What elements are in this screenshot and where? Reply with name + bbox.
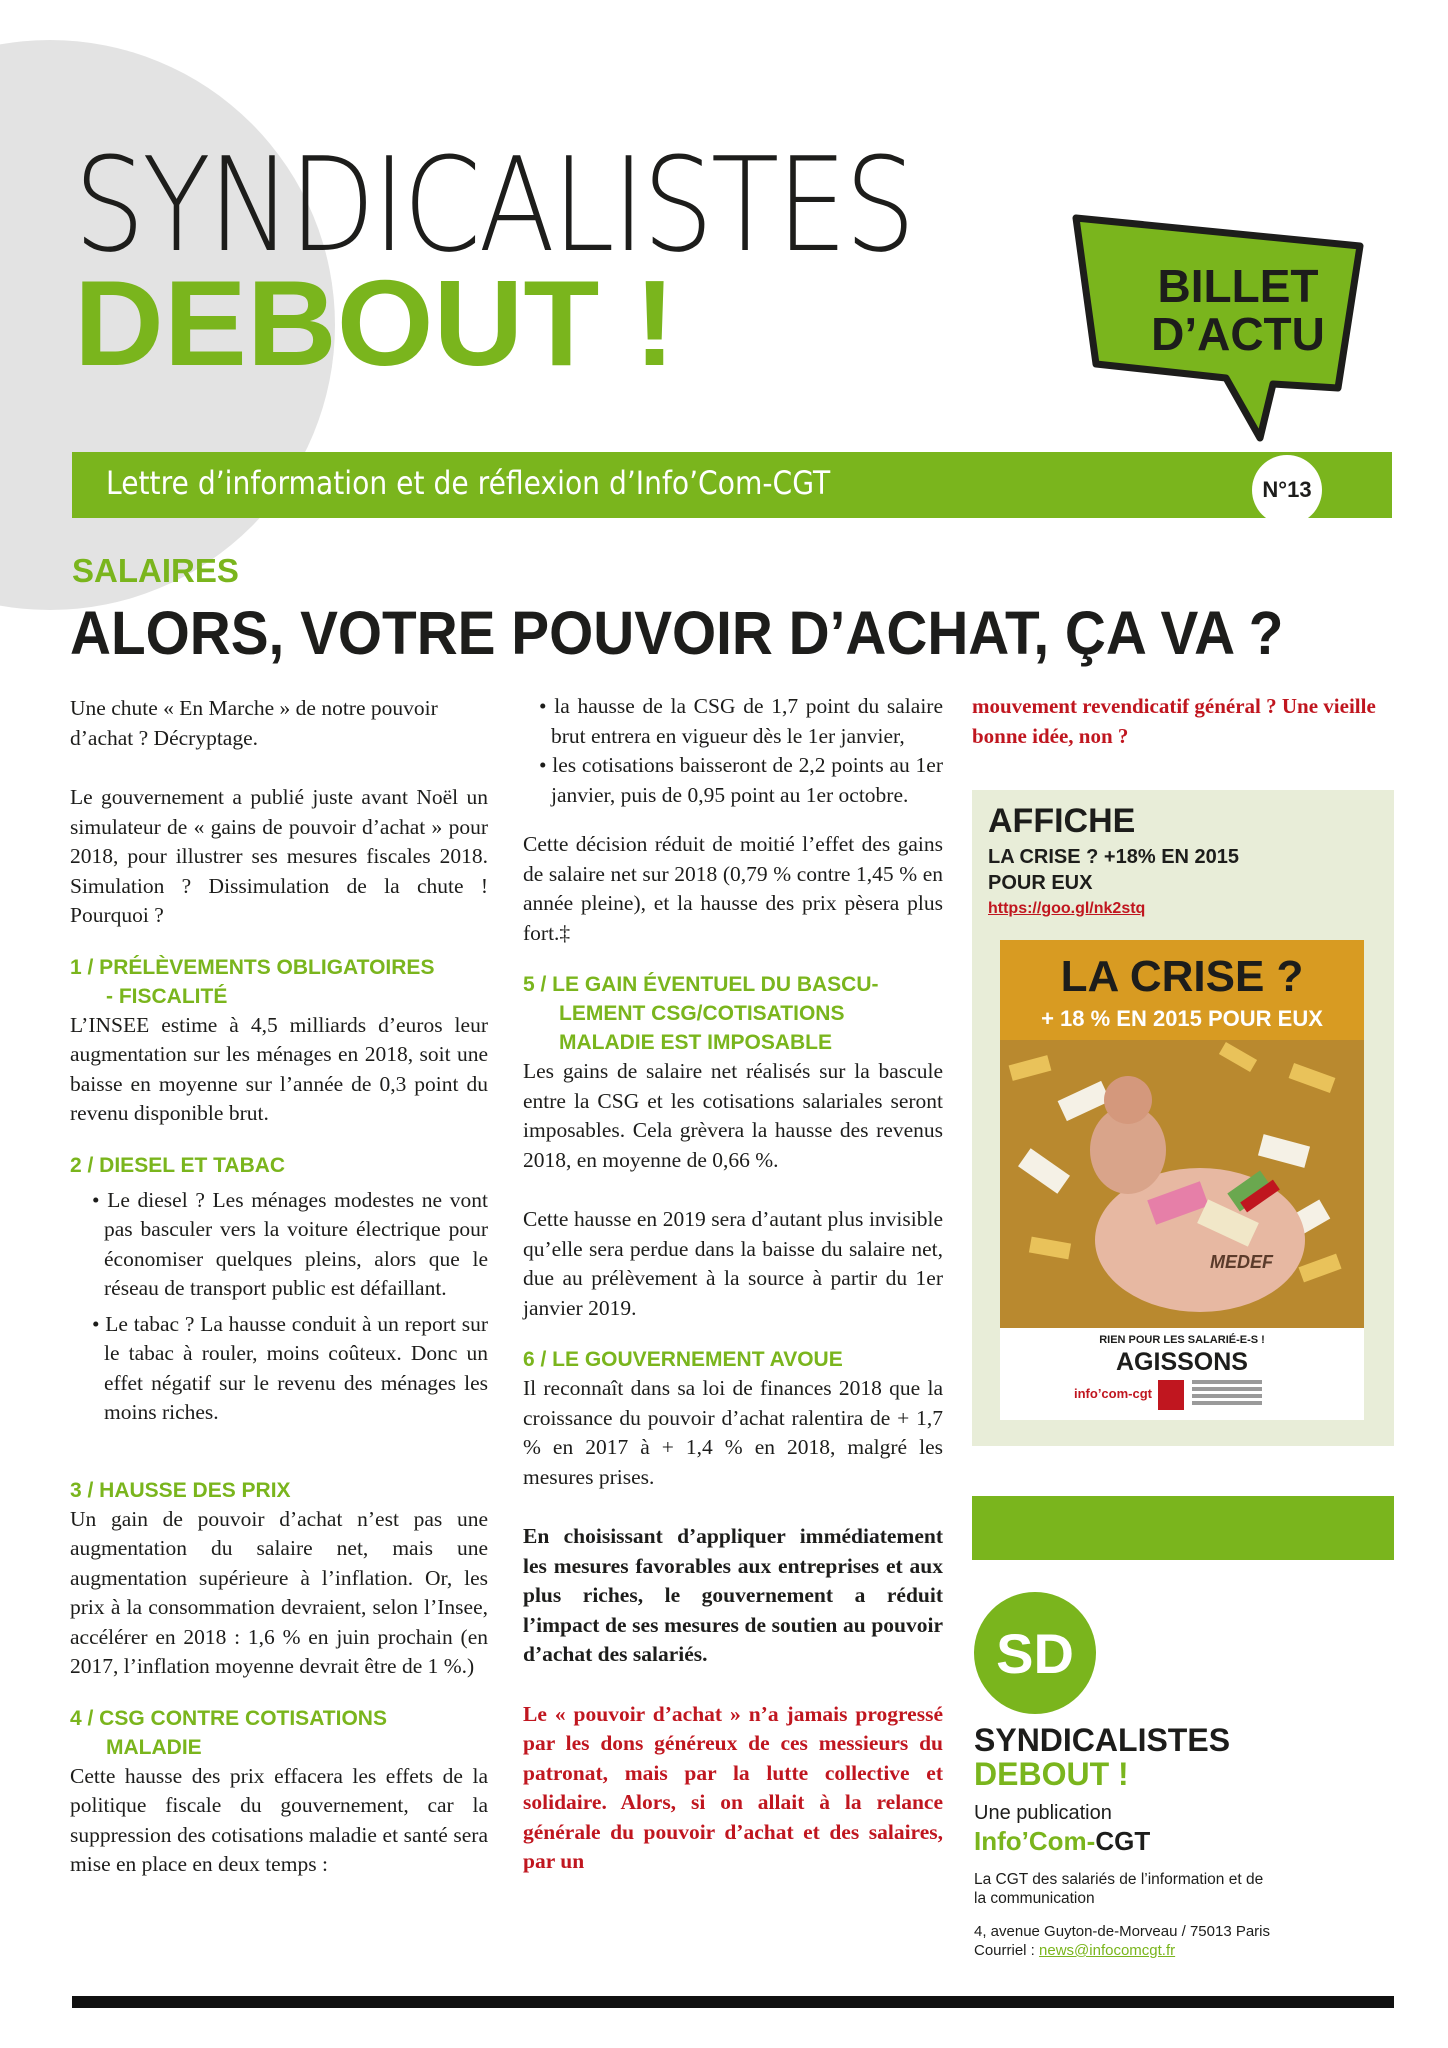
footer-publication: Une publication bbox=[974, 1802, 1112, 1824]
footer-address-block bbox=[974, 1922, 1270, 1960]
red-conclusion: Le « pouvoir d’achat » n’a jamais progressé par les dons généreux de ces messieurs du patronat, mais par la lutte collective et solidaire. Alors, si on allait à la relance générale du pouvoir d’achat et des salaires, par un bbox=[523, 1701, 943, 1873]
article-headline: ALORS, VOTRE POUVOIR D’ACHAT, ÇA VA ? bbox=[70, 599, 1284, 667]
article-column-3 bbox=[972, 692, 1392, 751]
poster-tag: MEDEF bbox=[1210, 1252, 1273, 1272]
footer-address: 4, avenue Guyton-de-Morveau / 75013 Paris bbox=[974, 1923, 1271, 1940]
section-heading-line: 5 / LE GAIN ÉVENTUEL DU BASCU- bbox=[523, 973, 879, 996]
red-conclusion-end: mouvement revendicatif général ? Une vieille bonne idée, non ? bbox=[972, 694, 1376, 748]
billet-actu-bubble bbox=[1068, 210, 1368, 450]
bullet-item: • Le diesel ? Les ménages modestes ne vont pas basculer vers la voiture électrique pour économiser quelques pleins, alors que le réseau de transport public est défaillant. bbox=[92, 1187, 488, 1300]
section-heading-line: LEMENT CSG/COTISATIONS bbox=[559, 1002, 845, 1025]
bubble-label bbox=[1118, 262, 1358, 358]
paragraph: Un gain de pouvoir d’achat n’est pas une augmentation du salaire net, mais une augmentation supérieure à l’inflation. Or, les prix à la consommation devraient, selon l’Insee, accélérer en 2018 : 1,6 % en juin prochain (en 2017, l’inflation moyenne devrait être de 1 %.) bbox=[70, 1506, 488, 1678]
bullet-item: • Le tabac ? La hausse conduit à un report sur le tabac à rouler, moins coûteux. Donc un effet négatif sur le revenu des ménages les moins riches. bbox=[92, 1311, 488, 1424]
bold-conclusion: En choisissant d’appliquer immédiatement les mesures favorables aux entreprises et aux plus riches, le gouvernement a réduit l’impact de ses mesures de soutien au pouvoir d’achat des salariés. bbox=[523, 1524, 943, 1666]
paragraph: Cette hausse des prix effacera les effets de la politique fiscale du gouvernement, car la suppression des cotisations maladie et santé sera mise en place en deux temps : bbox=[70, 1763, 488, 1876]
intro-paragraph: Une chute « En Marche » de notre pouvoir d’achat ? Décryptage. bbox=[70, 696, 438, 750]
bullet-item: • les cotisations baisseront de 2,2 points au 1er janvier, puis de 0,95 point au 1er octobre. bbox=[539, 753, 943, 807]
footer-mail-link[interactable]: news@infocomcgt.fr bbox=[1039, 1942, 1176, 1959]
article-column-1 bbox=[70, 694, 488, 1880]
poster-footer bbox=[1000, 1328, 1364, 1420]
section-heading bbox=[70, 953, 488, 1011]
poster-footer-line2: AGISSONS bbox=[1116, 1348, 1248, 1376]
subtitle-band bbox=[72, 452, 1392, 518]
affiche-title: AFFICHE bbox=[988, 802, 1136, 840]
footer-title1: SYNDICALISTES bbox=[974, 1722, 1231, 1758]
section-heading: 2 / DIESEL ET TABAC bbox=[70, 1153, 286, 1177]
cgt-badge-icon bbox=[1158, 1380, 1184, 1410]
paragraph: Cette décision réduit de moitié l’effet des gains de salaire net sur 2018 (0,79 % contre 1,45 % en année pleine), et la hausse des prix pèsera plus fort.‡ bbox=[523, 832, 943, 945]
contact-lines-icon bbox=[1192, 1380, 1272, 1408]
paragraph: Les gains de salaire net réalisés sur la bascule entre la CSG et les cotisations salariales seront imposables. Cela grèvera la hausse des revenus 2018, en moyenne de 0,66 %. bbox=[523, 1059, 943, 1172]
section-heading-line: 4 / CSG CONTRE COTISATIONS bbox=[70, 1706, 387, 1730]
section-heading: 3 / HAUSSE DES PRIX bbox=[70, 1478, 291, 1502]
footer-brand bbox=[974, 1826, 1150, 1857]
paragraph: Cette hausse en 2019 sera d’autant plus invisible qu’elle sera perdue dans la baisse du salaire net, due au prélèvement à la source à partir du 1er janvier 2019. bbox=[523, 1207, 943, 1320]
article-column-2 bbox=[523, 692, 943, 1877]
section-heading bbox=[70, 1704, 488, 1762]
bubble-line1: BILLET bbox=[1157, 260, 1319, 312]
article-kicker: SALAIRES bbox=[72, 552, 239, 589]
affiche-subtitle-line: LA CRISE ? +18% EN 2015 bbox=[988, 846, 1240, 868]
footer-mail-label: Courriel : bbox=[974, 1942, 1040, 1959]
footer-brand-part: CGT bbox=[1095, 1826, 1151, 1856]
paragraph: L’INSEE estime à 4,5 milliards d’euros leur augmentation sur les ménages en 2018, soit une baisse en moyenne sur l’année de 0,3 point du revenu disponible brut. bbox=[70, 1012, 488, 1125]
poster-footer-line1: RIEN POUR LES SALARIÉ-E-S ! bbox=[1099, 1334, 1265, 1346]
affiche-panel bbox=[972, 790, 1394, 1446]
bullet-item: • la hausse de la CSG de 1,7 point du salaire brut entrera en vigueur dès le 1er janvier, bbox=[539, 694, 943, 748]
sd-logo: SD bbox=[974, 1592, 1096, 1714]
paragraph: Il reconnaît dans sa loi de finances 2018 que la croissance du pouvoir d’achat ralentira de + 1,7 % en 2017 à + 1,4 % en 2018, malgré les mesures prises. bbox=[523, 1376, 943, 1489]
section-heading-line: MALADIE bbox=[106, 1735, 202, 1759]
affiche-link[interactable]: https://goo.gl/nk2stq bbox=[988, 900, 1146, 917]
section-heading-line: 1 / PRÉLÈVEMENTS OBLIGATOIRES bbox=[70, 955, 435, 979]
affiche-subtitle-line: POUR EUX bbox=[988, 872, 1093, 894]
poster-title: LA CRISE ? bbox=[1060, 952, 1304, 1001]
affiche-subtitle bbox=[988, 844, 1239, 896]
bottom-rule bbox=[72, 1996, 1394, 2008]
issue-number: N°13 bbox=[1252, 455, 1322, 525]
paragraph: Le gouvernement a publié juste avant Noël un simulateur de « gains de pouvoir d’achat » pour 2018, pour illustrer ses mesures fiscales 2018. Simulation ? Dissimulation de la chute ! Pourquoi ? bbox=[70, 785, 488, 927]
poster-subtitle: + 18 % EN 2015 POUR EUX bbox=[1041, 1006, 1323, 1031]
masthead-title-line1: SYNDICALISTES bbox=[74, 129, 914, 281]
masthead-subtitle: Lettre d’information et de réflexion d’Info’Com-CGT bbox=[106, 464, 831, 502]
section-heading bbox=[523, 970, 943, 1057]
bubble-line2: D’ACTU bbox=[1151, 308, 1325, 360]
footer-brand-part: Info’Com- bbox=[974, 1826, 1096, 1856]
footer-title2: DEBOUT ! bbox=[974, 1756, 1129, 1792]
masthead-title-line2: DEBOUT ! bbox=[74, 255, 676, 391]
section-heading: 6 / LE GOUVERNEMENT AVOUE bbox=[523, 1348, 843, 1371]
green-separator bbox=[972, 1496, 1394, 1560]
poster-logo: info’com-cgt bbox=[1074, 1386, 1152, 1401]
section-heading-line: MALADIE EST IMPOSABLE bbox=[559, 1031, 833, 1054]
poster-image[interactable] bbox=[1000, 940, 1364, 1420]
footer-description: La CGT des salariés de l’information et de la communication bbox=[974, 1871, 1264, 1907]
section-heading-line: - FISCALITÉ bbox=[106, 984, 228, 1008]
